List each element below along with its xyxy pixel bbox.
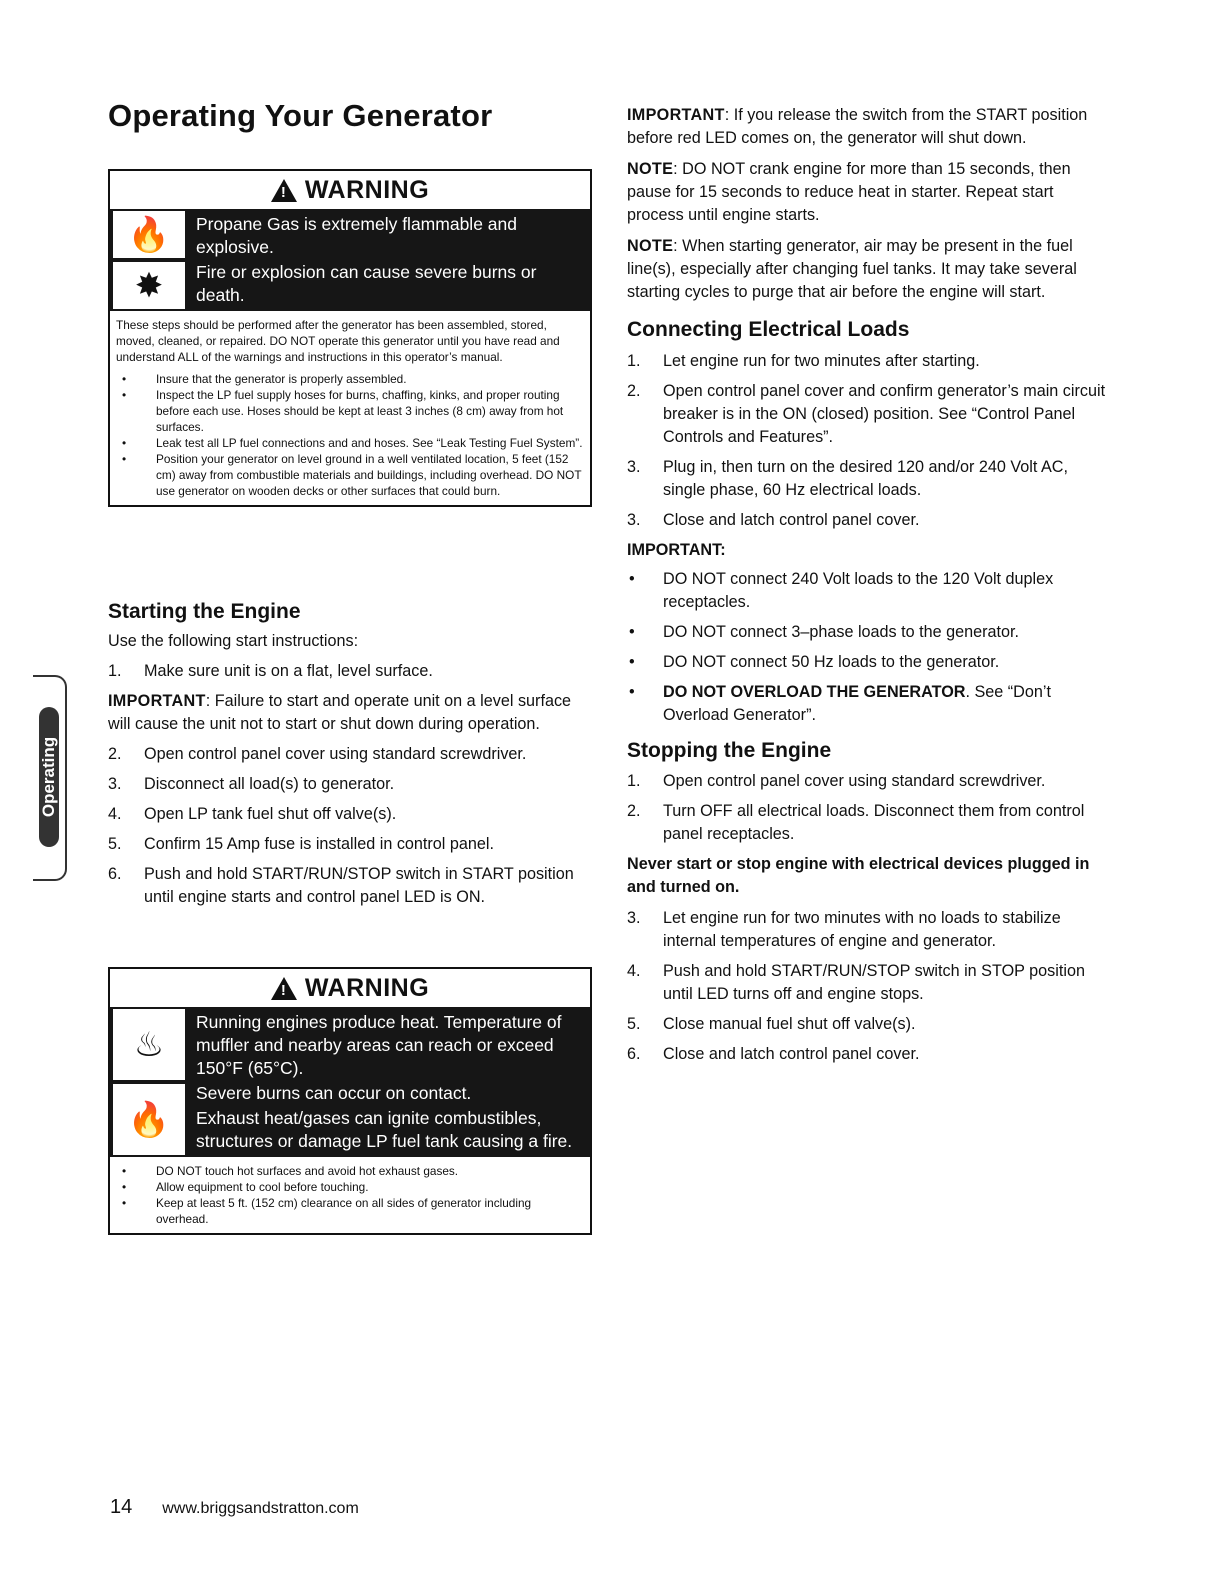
warning-intro: These steps should be performed after the generator has been assembled, stored, moved, cleaned, or repaired. DO NOT operate this generator until you have read and understand ALL of the warnings and instructions in this operator’s manual.	[116, 318, 560, 364]
hazard-message: Running engines produce heat. Temperature of muffler and nearby areas can reach or exceed 150°F (65°C).	[196, 1012, 562, 1078]
section-heading: Starting the Engine	[108, 600, 301, 623]
step-item: 2. Turn OFF all electrical loads. Disconnect them from control panel receptacles.	[627, 802, 1085, 843]
warning-heading: ! WARNING	[110, 171, 590, 209]
important-label: IMPORTANT:	[627, 541, 726, 559]
bullet-item: • DO NOT OVERLOAD THE GENERATOR. See “Don’t Overload Generator”.	[627, 681, 1107, 727]
note: NOTE: DO NOT crank engine for more than 15 seconds, then pause for 15 seconds to reduce heat in starter. Repeat start process until engine starts.	[627, 160, 1071, 224]
starting-section	[108, 600, 588, 916]
fire-icon: 🔥	[113, 211, 185, 258]
step-item: 5. Close manual fuel shut off valve(s).	[627, 1015, 916, 1033]
bullet-item: • DO NOT connect 50 Hz loads to the generator.	[627, 651, 1107, 674]
important-note: IMPORTANT: If you release the switch from the START position before red LED comes on, the generator will shut down.	[627, 106, 1088, 147]
step-item: 1. Let engine run for two minutes after starting.	[627, 352, 980, 370]
step-item: 3. Close and latch control panel cover.	[627, 511, 920, 529]
page-title: Operating Your Generator	[108, 98, 493, 133]
warning-hazard-panel	[110, 1007, 590, 1157]
hazard-message: Propane Gas is extremely flammable and explosive.	[196, 214, 517, 257]
warning-bullet: • Keep at least 5 ft. (152 cm) clearance on all sides of generator including overhead.	[156, 1195, 584, 1227]
section-heading: Stopping the Engine	[627, 739, 832, 762]
step-item: 4. Open LP tank fuel shut off valve(s).	[108, 805, 397, 823]
warning-bullet: • Allow equipment to cool before touching.	[156, 1179, 584, 1195]
important-note: IMPORTANT: Failure to start and operate unit on a level surface will cause the unit not to start or shut down during operation.	[108, 692, 572, 733]
step-item: 5. Confirm 15 Amp fuse is installed in control panel.	[108, 835, 495, 853]
step-item: 2. Open control panel cover and confirm generator’s main circuit breaker is in the ON (closed) position. See “Control Panel Controls and Features”.	[627, 382, 1106, 446]
warning-heading: ! WARNING	[110, 969, 590, 1007]
step-item: 2. Open control panel cover using standard screwdriver.	[108, 745, 527, 763]
explosion-icon: ✸	[113, 262, 185, 309]
warning-bullet: • Position your generator on level ground in a well ventilated location, 5 feet (152 cm) away from combustible materials and buildings, including overhead. DO NOT use generator on wooden decks or other surfaces that could burn.	[156, 451, 584, 499]
page-footer	[110, 1496, 359, 1519]
step-item: 3. Plug in, then turn on the desired 120 and/or 240 Volt AC, single phase, 60 Hz electrical loads.	[627, 458, 1068, 499]
warning-bullet: • Leak test all LP fuel connections and and hoses. See “Leak Testing Fuel System”.	[156, 435, 584, 451]
warning-box-flammable	[108, 169, 592, 507]
warning-bullet: • Inspect the LP fuel supply hoses for burns, chaffing, kinks, and proper routing before each use. Hoses should be kept at least 3 inches (8 cm) away from hot surfaces.	[156, 387, 584, 435]
warning-triangle-icon	[271, 179, 297, 202]
step-item: 3. Let engine run for two minutes with no loads to stabilize internal temperatures of engine and generator.	[627, 909, 1061, 950]
warning-triangle-icon	[271, 977, 297, 1000]
bullet-item: • DO NOT connect 240 Volt loads to the 120 Volt duplex receptacles.	[627, 568, 1107, 614]
step-item: 1. Make sure unit is on a flat, level surface.	[108, 662, 433, 680]
hot-surface-icon: ♨	[113, 1009, 185, 1080]
step-item: 3. Disconnect all load(s) to generator.	[108, 775, 395, 793]
step-item: 6. Close and latch control panel cover.	[627, 1045, 920, 1063]
footer-url[interactable]: www.briggsandstratton.com	[162, 1500, 359, 1517]
section-tab	[33, 675, 67, 881]
warning-bullet: • DO NOT touch hot surfaces and avoid hot exhaust gases.	[156, 1163, 584, 1179]
bullet-item: • DO NOT connect 3–phase loads to the generator.	[627, 621, 1107, 644]
page-number: 14	[110, 1496, 133, 1518]
step-item: 1. Open control panel cover using standard screwdriver.	[627, 772, 1046, 790]
step-item: 6. Push and hold START/RUN/STOP switch in START position until engine starts and control panel LED is ON.	[108, 865, 574, 906]
warning-box-heat	[108, 967, 592, 1235]
fire-icon: 🔥	[113, 1084, 185, 1155]
step-item: 4. Push and hold START/RUN/STOP switch in STOP position until LED turns off and engine stops.	[627, 962, 1085, 1003]
caution-note: Never start or stop engine with electrical devices plugged in and turned on.	[627, 855, 1090, 896]
hazard-message: Fire or explosion can cause severe burns or death.	[196, 262, 537, 305]
right-column	[627, 104, 1107, 1073]
warning-bullet: • Insure that the generator is properly assembled.	[156, 371, 584, 387]
hazard-message: Severe burns can occur on contact.	[196, 1083, 472, 1103]
section-tab-label: Operating	[39, 736, 59, 818]
starting-intro: Use the following start instructions:	[108, 632, 359, 650]
section-heading: Connecting Electrical Loads	[627, 318, 910, 341]
hazard-message: Exhaust heat/gases can ignite combustibles, structures or damage LP fuel tank causing a fire.	[196, 1108, 573, 1151]
note: NOTE: When starting generator, air may be present in the fuel line(s), especially after changing fuel tanks. It may take several starting cycles to purge that air before the engine will start.	[627, 237, 1077, 301]
warning-hazard-panel	[110, 209, 590, 311]
